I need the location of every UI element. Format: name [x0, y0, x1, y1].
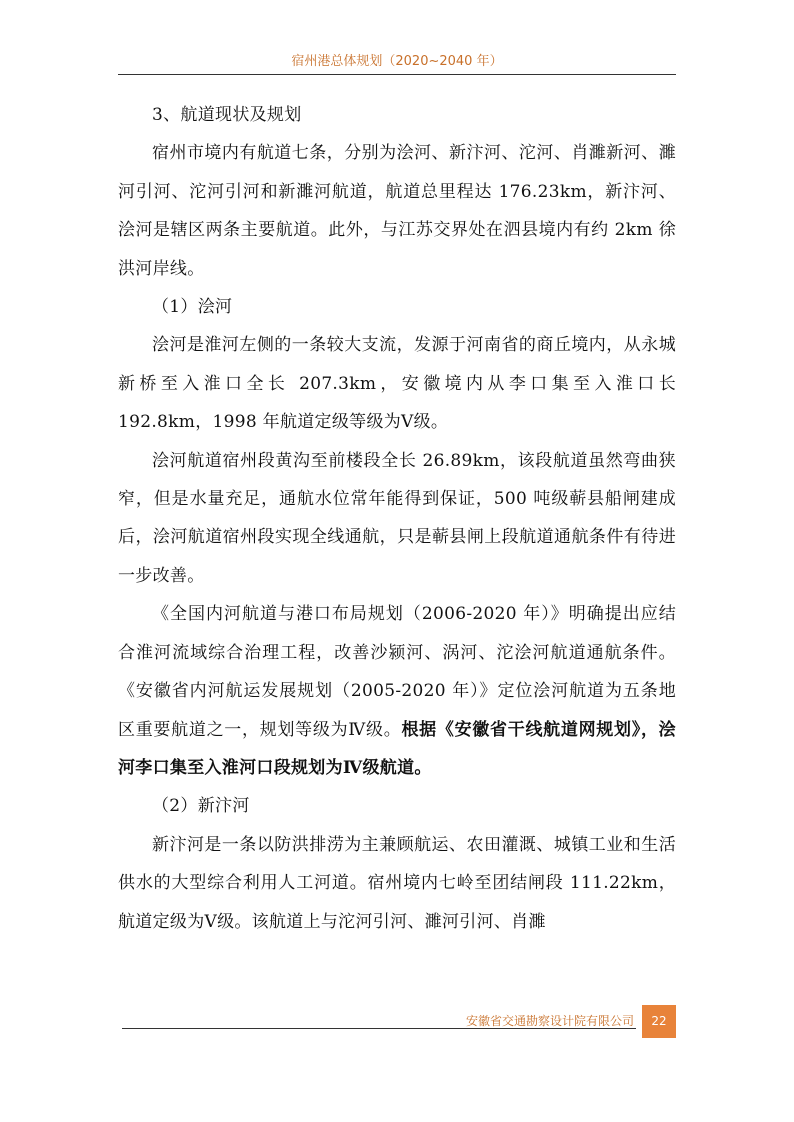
paragraph-overview: 宿州市境内有航道七条，分别为浍河、新汴河、沱河、肖濉新河、濉河引河、沱河引河和新濉河航道，航道总里程达 176.23km，新汴河、浍河是辖区两条主要航道。此外，与江苏交界处在泗县境内有约 2km 徐洪河岸线。: [118, 143, 676, 279]
header-divider: [118, 74, 676, 75]
page-number: 22: [642, 1005, 676, 1038]
subsection-heading-huihe: （1）浍河: [152, 297, 233, 318]
footer-company: 安徽省交通勘察设计院有限公司: [465, 1014, 634, 1028]
running-header: 宿州港总体规划（2020~2040 年）: [291, 54, 503, 69]
footer-divider: [122, 1028, 636, 1029]
planning-bold-text: 根据《安徽省干线航道网规划》，浍河李口集至入淮河口段规划为Ⅳ级航道。: [118, 719, 676, 778]
paragraph-huihe-intro: 浍河是淮河左侧的一条较大支流，发源于河南省的商丘境内，从永城新桥至入淮口全长 207.3km，安徽境内从李口集至入淮口长 192.8km，1998 年航道定级等级为Ⅴ级。: [118, 335, 676, 433]
paragraph-huihe-planning: [118, 595, 676, 787]
paragraph-xinbianhe: 新汴河是一条以防洪排涝为主兼顾航运、农田灌溉、城镇工业和生活供水的大型综合利用人工河道。宿州境内七岭至团结闸段 111.22km，航道定级为Ⅴ级。该航道上与沱河引河、濉河引河、肖濉: [118, 834, 676, 932]
page-body: [118, 96, 676, 941]
paragraph-huihe-suzhou: 浍河航道宿州段黄沟至前楼段全长 26.89km，该段航道虽然弯曲狭窄，但是水量充足，通航水位常年能得到保证，500 吨级蕲县船闸建成后，浍河航道宿州段实现全线通航，只是蕲县闸上段航道通航条件有待进一步改善。: [118, 450, 676, 586]
planning-text: 《全国内河航道与港口布局规划（2006-2020 年）》明确提出应结合淮河流域综合治理工程，改善沙颍河、涡河、沱浍河航道通航条件。《安徽省内河航运发展规划（2005-2020 年）》定位浍河航道为五条地区重要航道之一，规划等级为Ⅳ级。: [118, 604, 676, 740]
section-heading: 3、航道现状及规划: [152, 105, 302, 125]
subsection-heading-xinbianhe: （2）新汴河: [152, 796, 250, 817]
